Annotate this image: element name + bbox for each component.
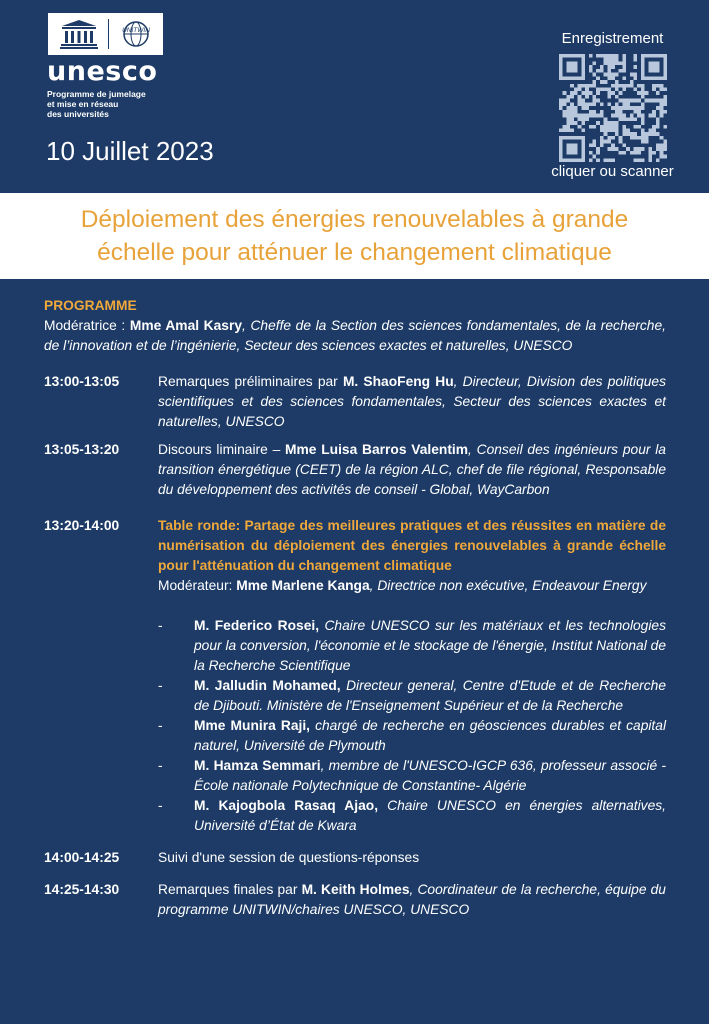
session-time: 13:00-13:05 [44,374,120,389]
moderator-line: Modératrice : Mme Amal Kasry, Cheffe de la Section des sciences fondamentales, de la recherche, de l’innovation et de l’ingénierie, Secteur des sciences exactes et naturelles, UNESCO [44,318,666,353]
session-row [44,880,666,920]
registration-label: Enregistrement [561,30,664,47]
list-item: - M. Hamza Semmari, membre de l'UNESCO-IGCP 636, professeur associé - École nationale Polytechnique de Constantine- Algérie [158,758,666,793]
session-time: 13:05-13:20 [44,442,120,457]
qr-caption[interactable]: cliquer ou scanner [551,163,674,180]
session-time: 14:25-14:30 [44,882,120,897]
panelist-list [158,616,666,836]
session-description: Suivi d'une session de questions-réponses [158,850,420,865]
programme-content [44,296,666,920]
session-description: Discours liminaire – Mme Luisa Barros Valentim, Conseil des ingénieurs pour la transition énergétique (CEET) de la région ALC, chef de file régional, Responsable du développement des activités de conseil - Global, WayCarbon [158,442,666,497]
svg-text:UNITWIN: UNITWIN [122,27,150,34]
session-row [44,372,666,432]
session-row [44,516,666,596]
list-item: - Mme Munira Raji, chargé de recherche en géosciences durables et capital naturel, Université de Plymouth [158,718,667,753]
programme-label: PROGRAMME [44,298,137,313]
round-table-title: Table ronde: Partage des meilleures pratiques et des réussites en matière de numérisation du déploiement des énergies renouvelables à grande échelle pour l'atténuation du changement climatique [158,518,666,573]
event-title: Déploiement des énergies renouvelables à grande échelle pour atténuer le changement climatique [80,206,629,266]
session-description: Remarques préliminaires par M. ShaoFeng Hu, Directeur, Division des politiques scientifiques et des sciences fondamentales, Secteur des sciences exactes et naturelles, UNESCO [158,374,666,429]
title-band [0,193,709,279]
session-time: 13:20-14:00 [44,518,120,533]
list-item: - M. Jalludin Mohamed, Directeur general, Centre d'Etude et de Recherche de Djibouti. Ministère de l'Enseignement Supérieur et de la Recherche [158,678,666,713]
list-item: - M. Kajogbola Rasaq Ajao, Chaire UNESCO en énergies alternatives, Université d’État de Kwara [158,798,666,833]
session-description: Remarques finales par M. Keith Holmes, Coordinateur de la recherche, équipe du programme UNITWIN/chaires UNESCO, UNESCO [158,882,666,917]
session-time: 14:00-14:25 [44,850,120,865]
session-description: Table ronde: Partage des meilleures pratiques et des réussites en matière de numérisation du déploiement des énergies renouvelables à grande échelle pour l'atténuation du changement climatique Modérateur: Mme Marlene Kanga, Directrice non exécutive, Endeavour Energy [158,518,666,593]
program-subtitle: Programme de jumelage et mise en réseau des universités [47,89,146,119]
registration-qr-code[interactable] [558,54,668,162]
logo-divider [108,19,109,49]
list-item: - M. Federico Rosei, Chaire UNESCO sur les matériaux et les technologies pour la conversion, l'économie et le stockage de l'énergie, Institut National de la Recherche Scientifique [158,618,666,673]
session-row [44,440,666,500]
unesco-wordmark: unesco [47,56,158,87]
event-date: 10 Juillet 2023 [46,136,214,166]
unitwin-globe-icon [118,18,154,50]
unesco-logo [48,13,163,55]
unesco-temple-icon [58,18,100,50]
header [0,0,709,193]
session-row [44,848,666,868]
